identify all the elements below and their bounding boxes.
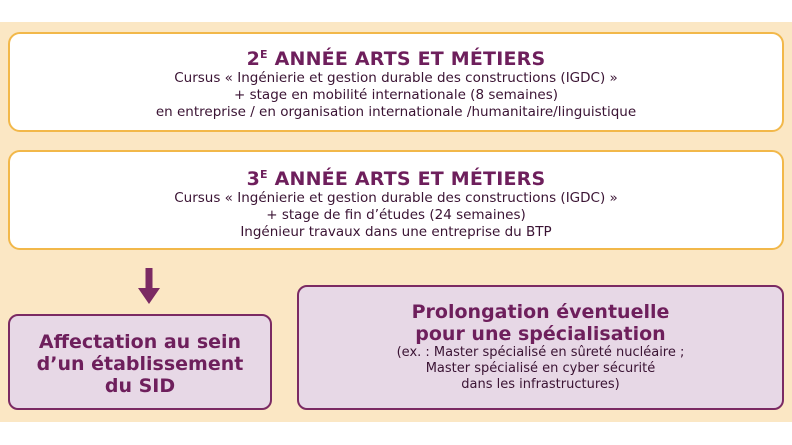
year3-superscript: E: [260, 168, 268, 181]
year3-title: [10, 164, 782, 190]
year2-title-text: ANNÉE ARTS ET MÉTIERS: [274, 48, 546, 70]
prolongation-detail-1: (ex. : Master spécialisé en sûreté nucléaire ;: [396, 345, 685, 360]
year2-line-2: + stage en mobilité internationale (8 semaines): [234, 87, 558, 103]
year2-box: [8, 32, 784, 132]
year3-line-1: Cursus « Ingénierie et gestion durable des constructions (IGDC) »: [174, 190, 618, 206]
year3-title-text: ANNÉE ARTS ET MÉTIERS: [274, 168, 546, 190]
prolongation-detail-2: Master spécialisé en cyber sécurité: [425, 361, 656, 376]
affectation-line-3: du SID: [104, 375, 176, 397]
year3-line-3: Ingénieur travaux dans une entreprise du BTP: [240, 224, 552, 240]
affectation-box: [8, 314, 272, 410]
year2-title: [10, 44, 782, 70]
affectation-line-1: Affectation au sein: [38, 331, 242, 353]
year3-number: 3: [246, 168, 261, 190]
down-arrow-icon: [138, 268, 160, 306]
year3-box: [8, 150, 784, 250]
year3-line-2: + stage de fin d’études (24 semaines): [266, 207, 526, 223]
year2-line-3: en entreprise / en organisation internationale /humanitaire/linguistique: [155, 104, 637, 120]
prolongation-title-2: pour une spécialisation: [415, 323, 666, 345]
year2-superscript: E: [260, 48, 268, 61]
prolongation-box: [297, 285, 784, 410]
year2-line-1: Cursus « Ingénierie et gestion durable des constructions (IGDC) »: [174, 70, 618, 86]
prolongation-detail-3: dans les infrastructures): [461, 377, 620, 392]
prolongation-title-1: Prolongation éventuelle: [411, 301, 670, 323]
affectation-line-2: d’un établissement: [36, 353, 244, 375]
year2-number: 2: [246, 48, 261, 70]
